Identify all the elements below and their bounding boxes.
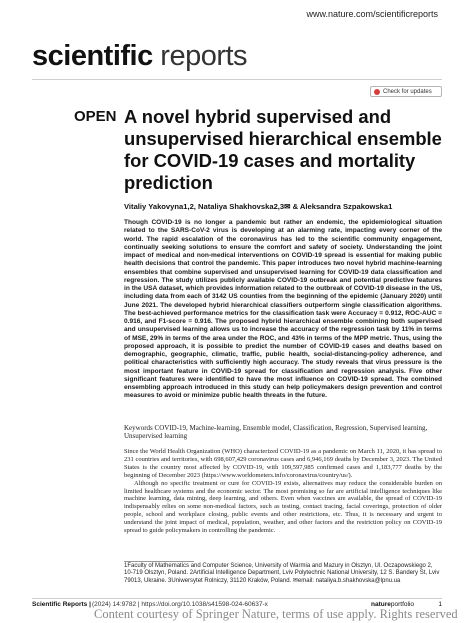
journal-logo-light: reports [160,40,248,72]
portfolio-logo-text: portfolio [390,601,414,608]
article-title: A novel hybrid supervised and unsupervised hierarchical ensemble for COVID-19 cases and mortality prediction [124,106,442,193]
open-access-label: OPEN [74,108,117,125]
journal-url[interactable]: www.nature.com/scientificreports [306,9,438,19]
journal-logo [32,40,247,73]
body-paragraph: Since the World Health Organization (WHO) characterized COVID-19 as a pandemic on March 11, 2020, it has spread to 231 countries and territories, with 698,607,429 coronavirus cases and 6,946,169 deaths by December 3, 2023. The United States is the country most affected by COVID-19, with 109,597,985 confirmed cases and 1,183,777 deaths by the beginning of December 2023 (https://www.worldometers.info/coronavirus/country/us/). [124,448,442,479]
article-keywords: Keywords COVID-19, Machine-learning, Ensemble model, Classification, Regression, Supervised learning, Unsupervised learning [124,424,428,441]
header-divider [32,79,442,80]
footer-divider [32,598,442,599]
check-for-updates-label: Check for updates [383,88,432,95]
copyright-overlay: Content courtesy of Springer Nature, terms of use apply. Rights reserved [94,607,458,621]
check-updates-icon [374,89,380,95]
nature-logo-text: nature [371,601,391,608]
article-body [124,448,442,535]
footer-citation[interactable]: (2024) 14:9782 | https://doi.org/10.1038/s41598-024-60637-x [92,601,268,608]
affiliations-footnote: 1Faculty of Mathematics and Computer Science, University of Warmia and Mazury in Olsztyn, Ul. Oczapowskiego 2, 10-719 Olsztyn, Poland. 2Artificial Intelligence Department, Lviv Polytechnic National University, 12 S. Bandery St, Lviv 79013, Ukraine. 3Uniwersytet Rolniczy, 31120 Kraków, Poland. ✉email: nataliya.b.shakhovska@lpnu.ua [124,563,440,584]
check-for-updates-button[interactable] [370,86,442,97]
footnote-divider [124,561,194,562]
article-authors[interactable]: Vitaliy Yakovyna1,2, Nataliya Shakhovska2,3✉ & Aleksandra Szpakowska1 [124,202,393,211]
article-abstract: Though COVID-19 is no longer a pandemic but rather an endemic, the epidemiological situation related to the SARS-CoV-2 virus is developing at an alarming rate, impacting every corner of the world. The rapid escalation of the coronavirus has led to the scientific community engagement, continually seeking solutions to ensure the comfort and safety of society. Understanding the joint impact of medical and non-medical interventions on COVID-19 spread is essential for making public health decisions that control the pandemic. This paper introduces two novel hybrid machine-learning ensembles that combine supervised and unsupervised learning for COVID-19 data classification and regression. The study utilizes publicly available COVID-19 outbreak and potential predictive features in the USA dataset, which provides information related to the outbreak of COVID-19 disease in the US, including data from each of 3142 US counties from the beginning of the epidemic (January 2020) until June 2021. The developed hybrid hierarchical classifiers outperform single classification algorithms. The best-achieved performance metrics for the classification task were Accuracy = 0.912, ROC-AUC = 0.916, and F1-score = 0.916. The proposed hybrid hierarchical ensemble combining both supervised and unsupervised learning allows us to increase the accuracy of the regression task by 11% in terms of MSE, 29% in terms of the area under the ROC, and 43% in terms of the MPP metric. Thus, using the proposed approach, it is possible to predict the number of COVID-19 cases and deaths based on demographic, geographic, climatic, traffic, public health, social-distancing-policy adherence, and political characteristics with sufficiently high accuracy. The study reveals that virus pressure is the most important feature in COVID-19 spread for classification and regression analysis. Five other significant features were identified to have the most influence on COVID-19 spread. The combined ensembling approach introduced in this study can help policymakers design prevention and control measures to avoid or minimize public health threats in the future. [124,219,442,400]
page-number: 1 [438,601,442,608]
body-paragraph: Although no specific treatment or cure for COVID-19 exists, alternatives may reduce the considerable burden on limited healthcare systems and the economic sector. The most promising so far are artificial intelligence techniques like machine learning, data mining, deep learning, and others. Even when vaccines are available, the spread of COVID-19 indispensably relies on some non-medical factors, such as testing, contact tracing, facial coverings, protection of older people, school and workplace closing, public events and other restrictions, etc. Thus, it is necessary and urgent to understand the joint impact of medical, population, weather, and other factors and the restriction policy on COVID-19 spread to guide policymakers in controlling the pandemic. [124,479,442,535]
journal-logo-bold: scientific [32,40,153,72]
footer-journal-name: Scientific Reports | [32,601,91,608]
